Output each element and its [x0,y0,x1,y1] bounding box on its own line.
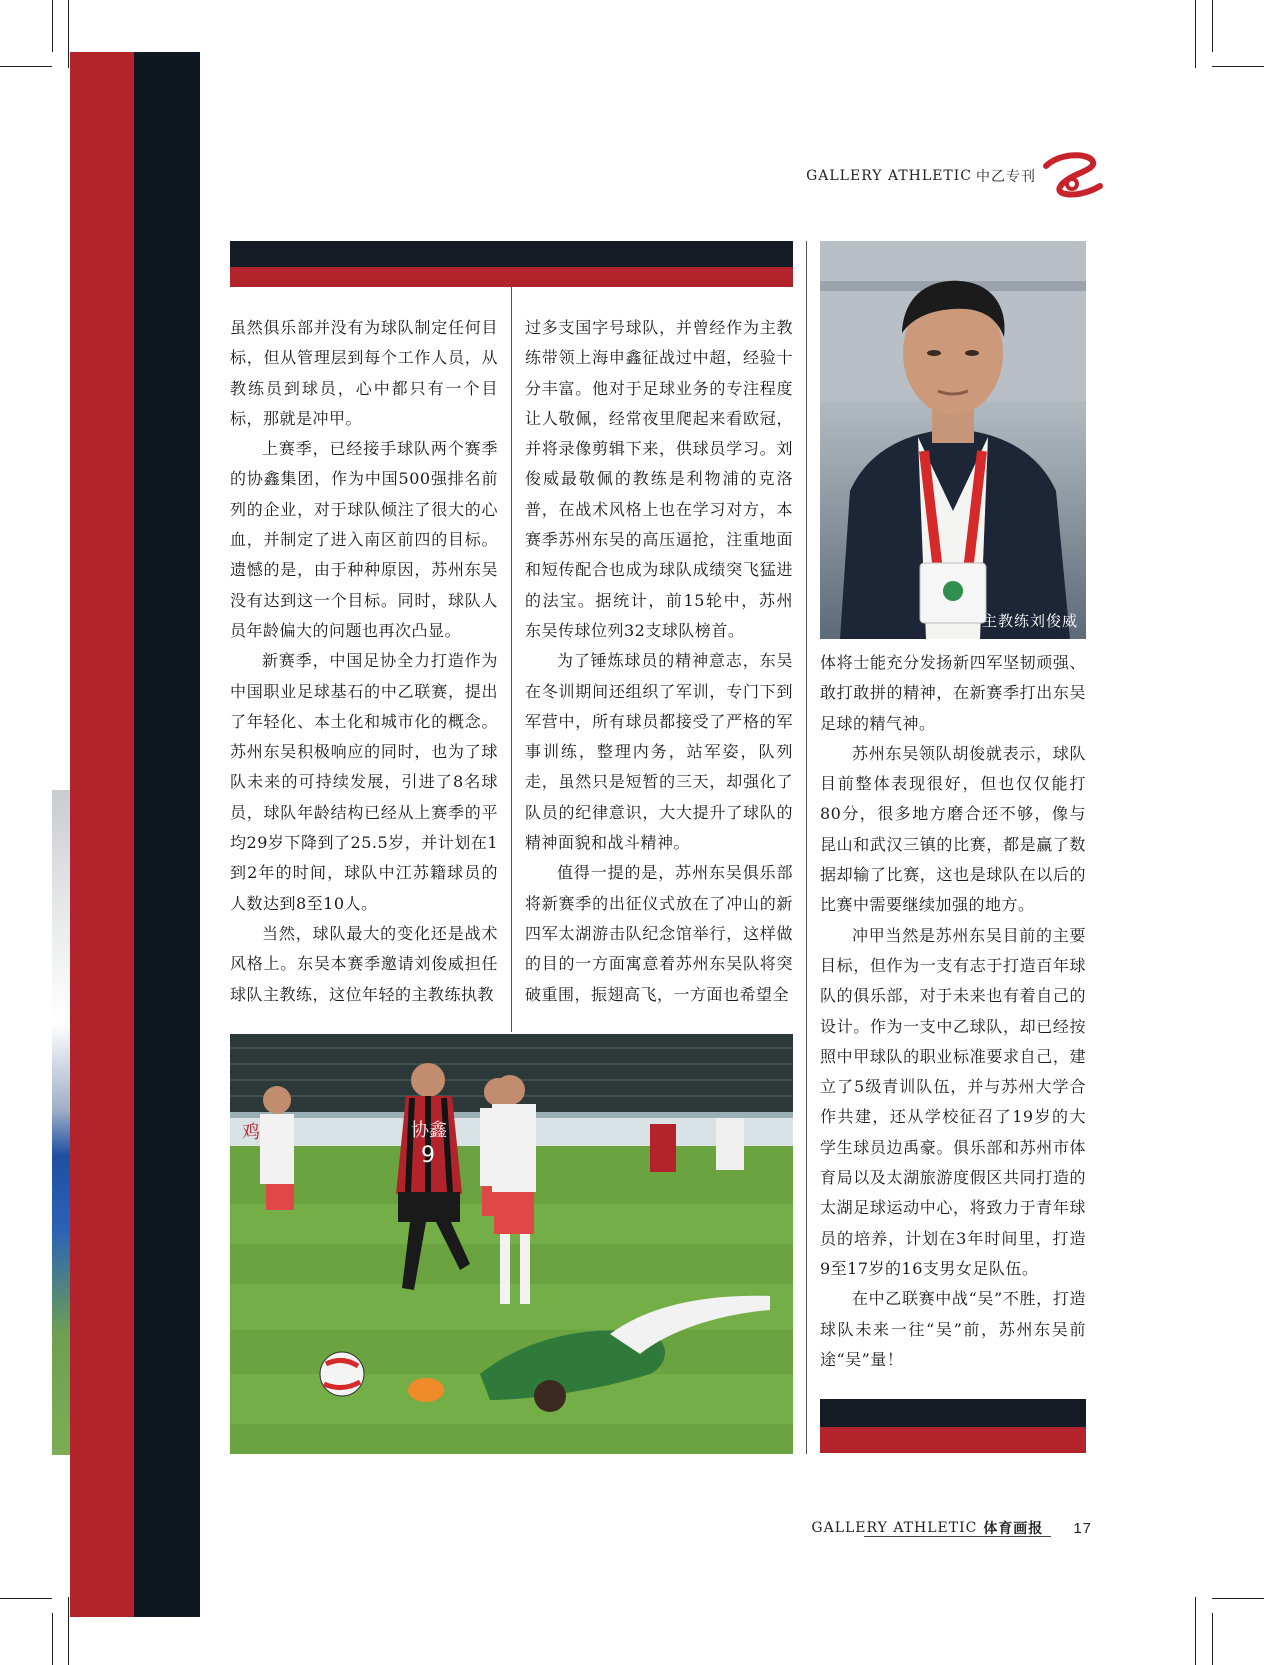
header-section: 中乙专刊 [976,169,1036,185]
page-header [806,152,1104,200]
jersey-number: 9 [421,1143,435,1168]
footer-brand: GALLERY ATHLETIC [811,1520,978,1536]
crop-mark [68,0,69,68]
section-band-dark [230,241,793,267]
photo-caption: 主教练刘俊威 [981,612,1078,630]
crop-mark [52,0,53,52]
paragraph: 值得一提的是，苏州东吴俱乐部将新赛季的出征仪式放在了冲山的新四军太湖游击队纪念馆举行，这样做的目的一方面寓意着苏州东吴队将突破重围，振翅高飞，一方面也希望全 [525,863,793,1004]
dark-side-stripe [134,52,200,1617]
crop-mark [52,1613,53,1665]
paragraph: 当然，球队最大的变化还是战术风格上。东吴本赛季邀请刘俊威担任球队主教练，这位年轻的主教练执教 [230,923,498,1004]
magazine-logo-icon [1040,152,1104,200]
crop-mark [0,66,52,67]
crop-mark [1195,0,1196,68]
crop-mark [0,1598,52,1599]
paragraph: 上赛季，已经接手球队两个赛季的协鑫集团，作为中国500强排名前列的企业，对于球队倾注了很大的心血，并制定了进入南区前四的目标。遗憾的是，由于种种原因，苏州东吴没有达到这一个目标。同时，球队人员年龄偏大的问题也再次凸显。 [230,439,498,640]
footer-magazine-name: 体育画报 [983,1521,1044,1537]
paragraph: 新赛季，中国足协全力打造作为中国职业足球基石的中乙联赛，提出了年轻化、本土化和城市化的概念。苏州东吴积极响应的同时，也为了球队未来的可持续发展，引进了8名球员，球队年龄结构已经从上赛季的平均29岁下降到了25.5岁，并计划在1到2年的时间，球队中江苏籍球员的人数达到8至10人。 [230,651,498,913]
paragraph: 体将士能充分发扬新四军坚韧顽强、敢打敢拼的精神，在新赛季打出东吴足球的精气神。 [820,653,1086,733]
crop-mark [1195,1597,1196,1665]
column-divider [806,241,807,1454]
ad-board-text: 鸡 [242,1122,260,1143]
paragraph: 虽然俱乐部并没有为球队制定任何目标，但从管理层到每个工作人员，从教练员到球员，心中都只有一个目标，那就是冲甲。 [230,318,498,428]
coach-photo [820,241,1086,639]
page-footer [811,1518,1092,1538]
page-number: 17 [1073,1519,1092,1537]
crop-mark [1212,1598,1264,1599]
facing-page-photo-edge [52,790,70,1455]
column-divider [511,287,512,1032]
article-column-3 [820,648,1086,1375]
section-band-dark [820,1399,1086,1427]
jersey-text: 协鑫 [411,1120,447,1141]
article-column-1 [230,313,498,1010]
article-column-2 [525,313,793,1010]
header-brand: GALLERY ATHLETIC [806,168,972,184]
paragraph: 为了锤炼球员的精神意志，东吴在冬训期间还组织了军训，专门下到军营中，所有球员都接受了严格的军事训练，整理内务，站军姿，队列走，虽然只是短暂的三天，却强化了队员的纪律意识，大大提升了球队的精神面貌和战斗精神。 [525,651,793,853]
crop-mark [1212,0,1213,52]
crop-mark [1212,1613,1213,1665]
section-band-red [230,267,793,287]
crop-mark [68,1597,69,1665]
section-band-red [820,1427,1086,1453]
paragraph: 冲甲当然是苏州东吴目前的主要目标，但作为一支有志于打造百年球队的俱乐部，对于未来也有着自己的设计。作为一支中乙球队，却已经按照中甲球队的职业标准要求自己，建立了5级青训队伍，并与苏州大学合作共建，还从学校征召了19岁的大学生球员边禹豪。俱乐部和苏州市体育局以及太湖旅游度假区共同打造的太湖足球运动中心，将致力于青年球员的培养，计划在3年时间里，打造9至17岁的16支男女足队伍。 [820,925,1086,1278]
match-photo [230,1034,793,1454]
red-side-stripe [70,52,134,1617]
paragraph: 苏州东吴领队胡俊就表示，球队目前整体表现很好，但也仅仅能打80分，很多地方磨合还不够，像与昆山和武汉三镇的比赛，都是赢了数据却输了比赛，这也是球队在以后的比赛中需要继续加强的地方。 [820,743,1086,915]
crop-mark [1212,66,1264,67]
paragraph: 过多支国字号球队，并曾经作为主教练带领上海申鑫征战过中超，经验十分丰富。他对于足球业务的专注程度让人敬佩，经常夜里爬起来看欧冠，并将录像剪辑下来，供球员学习。刘俊威最敬佩的教练是利物浦的克洛普，在战术风格上也在学习对方，本赛季苏州东吴的高压逼抢，注重地面和短传配合也成为球队成绩突飞猛进的法宝。据统计，前15轮中，苏州东吴传球位列32支球队榜首。 [525,318,793,640]
paragraph: 在中乙联赛中战“吴”不胜，打造球队未来一往“吴”前，苏州东吴前途“吴”量！ [820,1289,1086,1369]
